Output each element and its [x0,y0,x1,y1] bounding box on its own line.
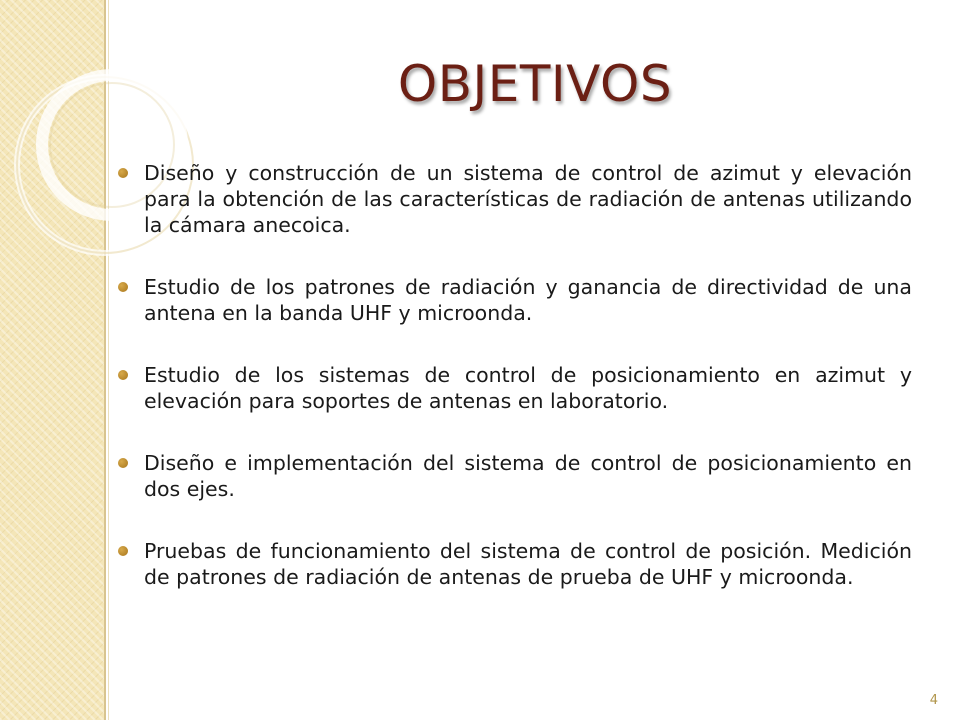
bullet-icon [118,546,128,556]
list-item [118,160,912,238]
list-item-text: Estudio de los sistemas de control de posicionamiento en azimut y elevación para soportes de antenas en laboratorio. [144,363,912,413]
list-item-text: Estudio de los patrones de radiación y ganancia de directividad de una antena en la banda UHF y microonda. [144,275,912,325]
list-item [118,450,912,502]
slide-title: OBJETIVOS [397,55,673,113]
list-item-text: Diseño e implementación del sistema de control de posicionamiento en dos ejes. [144,451,912,501]
bullet-icon [118,282,128,292]
list-item [118,274,912,326]
list-item [118,362,912,414]
list-item-text: Diseño y construcción de un sistema de control de azimut y elevación para la obtención de las características de radiación de antenas utilizando la cámara anecoica. [144,161,912,237]
bullet-icon [118,370,128,380]
bullet-icon [118,168,128,178]
page-number: 4 [929,693,938,708]
list-item-text: Pruebas de funcionamiento del sistema de control de posición. Medición de patrones de radiación de antenas de prueba de UHF y microonda. [144,539,912,589]
list-item [118,538,912,590]
bullet-icon [118,458,128,468]
objectives-list [118,160,912,626]
